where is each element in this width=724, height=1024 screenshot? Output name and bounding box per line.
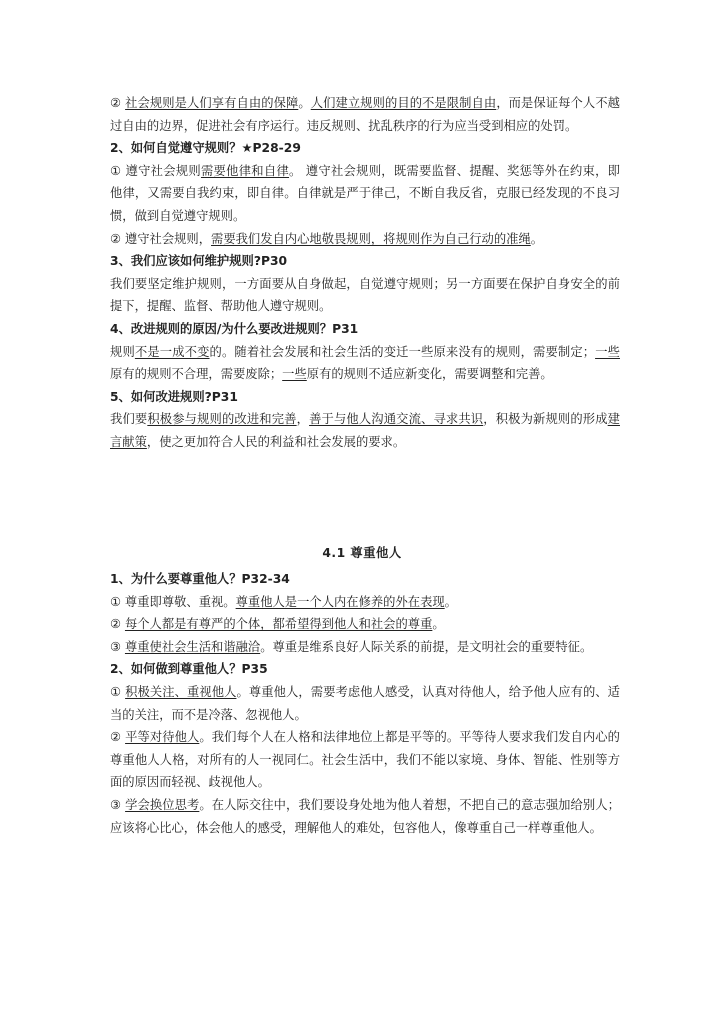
question-heading: 4、改进规则的原因/为什么要改进规则？P31: [110, 321, 359, 336]
question-heading: 5、如何改进规则?P31: [110, 389, 238, 404]
paragraph: ② 遵守社会规则，需要我们发自内心地敬畏规则，将规则作为自己行动的准绳。: [110, 231, 544, 246]
paragraph: ① 遵守社会规则需要他律和自律。 遵守社会规则，既需要监督、提醒、奖惩等外在约束，即他律，又需要自我约束，即自律。自律就是严于律己，不断自我反省，克服已经发现的不良习惯，做到自觉遵守规则。: [110, 163, 620, 223]
question-heading: 2、如何自觉遵守规则？★P28-29: [110, 141, 301, 156]
paragraph: ② 社会规则是人们享有自由的保障。人们建立规则的目的不是限制自由，而是保证每个人不越过自由的边界，促进社会有序运行。违反规则、扰乱秩序的行为应当受到相应的处罚。: [110, 96, 620, 133]
paragraph: ① 积极关注、重视他人。尊重他人，需要考虑他人感受，认真对待他人，给予他人应有的、适当的关注，而不是冷落、忽视他人。: [110, 684, 620, 722]
question-heading: 1、为什么要尊重他人？P32-34: [110, 572, 290, 586]
paragraph: ③ 学会换位思考。在人际交往中，我们要设身处地为他人着想，不把自己的意志强加给别人；应该将心比心，体会他人的感受，理解他人的难处，包容他人，像尊重自己一样尊重他人。: [110, 797, 620, 835]
section-respect: [110, 568, 620, 839]
paragraph: 规则不是一成不变的。随着社会发展和社会生活的变迁一些原来没有的规则，需要制定；一些原有的规则不合理，需要废除；一些原有的规则不适应新变化，需要调整和完善。: [110, 344, 620, 382]
section-title: 4.1 尊重他人: [322, 546, 402, 560]
paragraph: 我们要坚定维护规则，一方面要从自身做起，自觉遵守规则；另一方面要在保护自身安全的前提下，提醒、监督、帮助他人遵守规则。: [110, 276, 620, 314]
question-heading: 2、如何做到尊重他人？P35: [110, 662, 268, 677]
paragraph: ② 平等对待他人。我们每个人在人格和法律地位上都是平等的。平等待人要求我们发自内心的尊重他人人格，对所有的人一视同仁。社会生活中，我们不能以家境、身体、智能、性别等方面的原因而轻视、歧视他人。: [110, 730, 620, 790]
paragraph: ② 每个人都是有尊严的个体，都希望得到他人和社会的尊重。: [110, 617, 445, 632]
section-rules: [110, 92, 620, 454]
question-heading: 3、我们应该如何维护规则?P30: [110, 254, 288, 269]
paragraph: ① 尊重即尊敬、重视。尊重他人是一个人内在修养的外在表现。: [110, 594, 457, 609]
paragraph: ③ 尊重使社会生活和谐融洽。尊重是维系良好人际关系的前提，是文明社会的重要特征。: [110, 639, 593, 654]
paragraph: 我们要积极参与规则的改进和完善，善于与他人沟通交流、寻求共识，积极为新规则的形成建言献策，使之更加符合人民的利益和社会发展的要求。: [110, 412, 620, 449]
